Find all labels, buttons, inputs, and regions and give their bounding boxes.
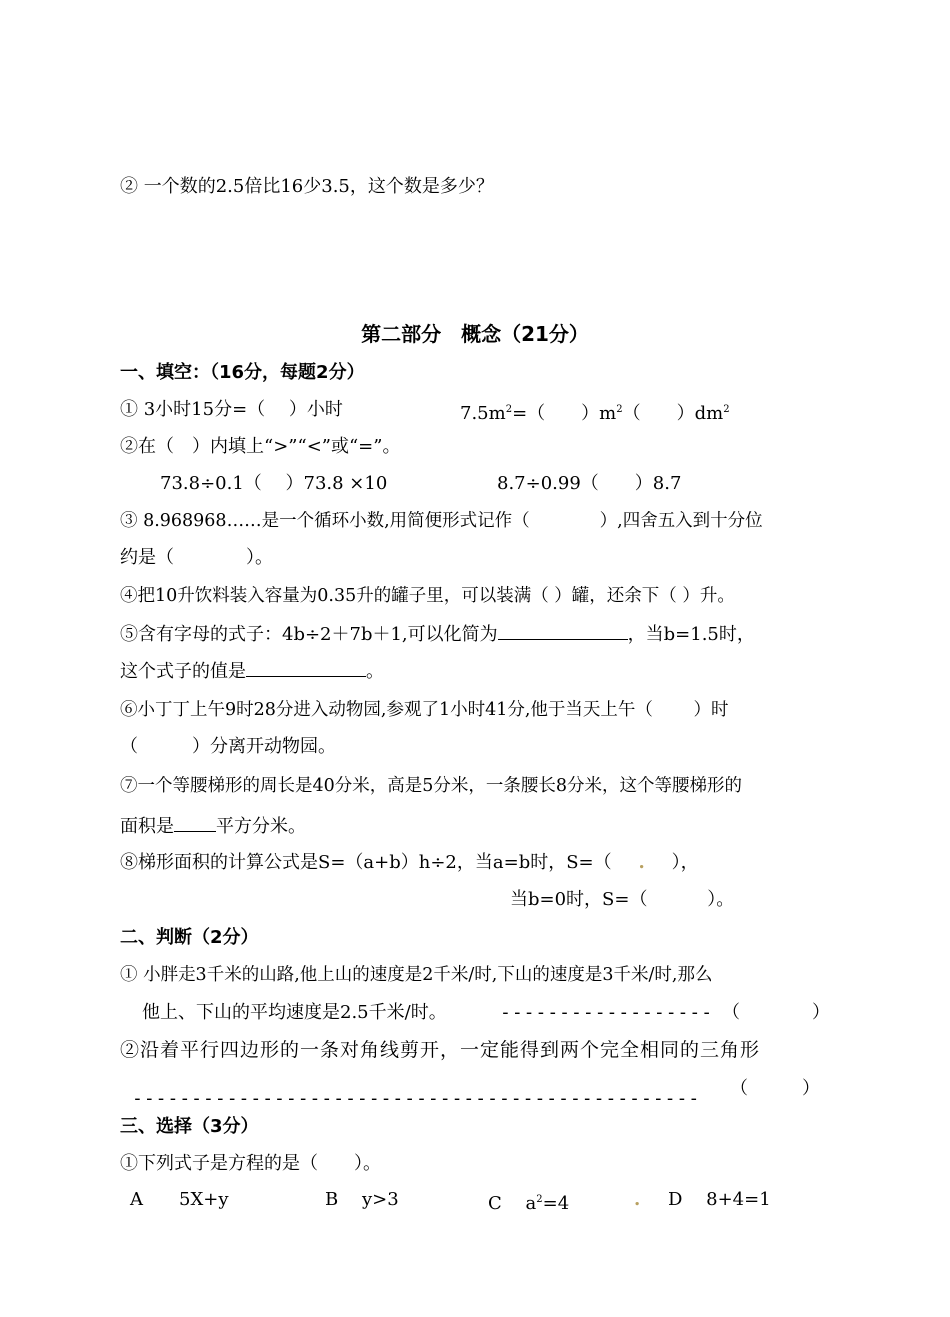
question-text: 面积是 平方分米。 — [120, 816, 306, 837]
option-c[interactable]: C $a^2=4$ — [488, 1193, 570, 1214]
question-text: 约是（ ）。 — [120, 547, 273, 568]
question-text: 8.7÷0.99（ ）8.7 — [497, 473, 682, 494]
question-text: 这个式子的值是 。 — [120, 661, 384, 682]
question-text: ⑥小丁丁上午9时28分进入动物园,参观了1小时41分,他于当天上午（ ）时 — [120, 700, 729, 720]
question-text: 当b=0时，S=（ ）。 — [510, 889, 735, 910]
question-text: $7.5m^2=$（ ）$m^2$（ ）$dm^2$ — [460, 403, 730, 424]
question-text: 73.8÷0.1（ ）73.8 ×10 — [160, 473, 388, 494]
question-text: ⑧梯形面积的计算公式是S=（a+b）h÷2，当a=b时，S=（ . ）， — [120, 852, 699, 873]
answer-dashes: ------------------ — [500, 1002, 714, 1023]
answer-blank[interactable]: （ ） — [730, 1078, 820, 1099]
section-heading: 一、填空：（16分，每题2分） — [120, 362, 365, 383]
option-d[interactable]: D 8+4=1 — [668, 1189, 771, 1210]
question-text: ②沿着平行四边形的一条对角线剪开，一定能得到两个完全相同的三角形 — [120, 1039, 761, 1061]
section-heading: 三、选择（3分） — [120, 1116, 259, 1137]
question-text: ①下列式子是方程的是（ ）。 — [120, 1153, 381, 1174]
question-text: ⑤含有字母的式子：4b÷2＋7b＋1,可以化简为 ，当b=1.5时， — [120, 624, 755, 645]
question-text: ⑦一个等腰梯形的周长是40分米，高是5分米，一条腰长8分米，这个等腰梯形的 — [120, 776, 743, 796]
option-b[interactable]: B y>3 — [325, 1189, 399, 1210]
answer-dashes: ------------------------------------------------ — [132, 1088, 701, 1109]
stray-dot: . — [634, 1189, 641, 1210]
question-text: ②在（ ）内填上“>”“<”或“=”。 — [120, 436, 401, 457]
question-text: （ ）分离开动物园。 — [120, 736, 336, 757]
question-text: ① 3小时15分=（ ）小时 — [120, 399, 343, 420]
question-text: ③ 8.968968……是一个循环小数,用简便形式记作（ ）,四舍五入到十分位 — [120, 511, 763, 531]
page-title: 第二部分 概念（21分） — [361, 322, 589, 346]
question-prev: ② 一个数的2.5倍比16少3.5，这个数是多少？ — [120, 176, 494, 197]
question-text: 他上、下山的平均速度是2.5千米/时。 — [142, 1002, 447, 1023]
section-heading: 二、判断（2分） — [120, 927, 259, 948]
answer-blank[interactable]: （ ） — [722, 1002, 830, 1023]
option-a[interactable]: A 5X+y — [130, 1189, 229, 1210]
question-text: ① 小胖走3千米的山路,他上山的速度是2千米/时,下山的速度是3千米/时,那么 — [120, 965, 713, 985]
question-text: ④把10升饮料装入容量为0.35升的罐子里，可以装满（ ）罐，还余下（ ）升。 — [120, 586, 735, 606]
